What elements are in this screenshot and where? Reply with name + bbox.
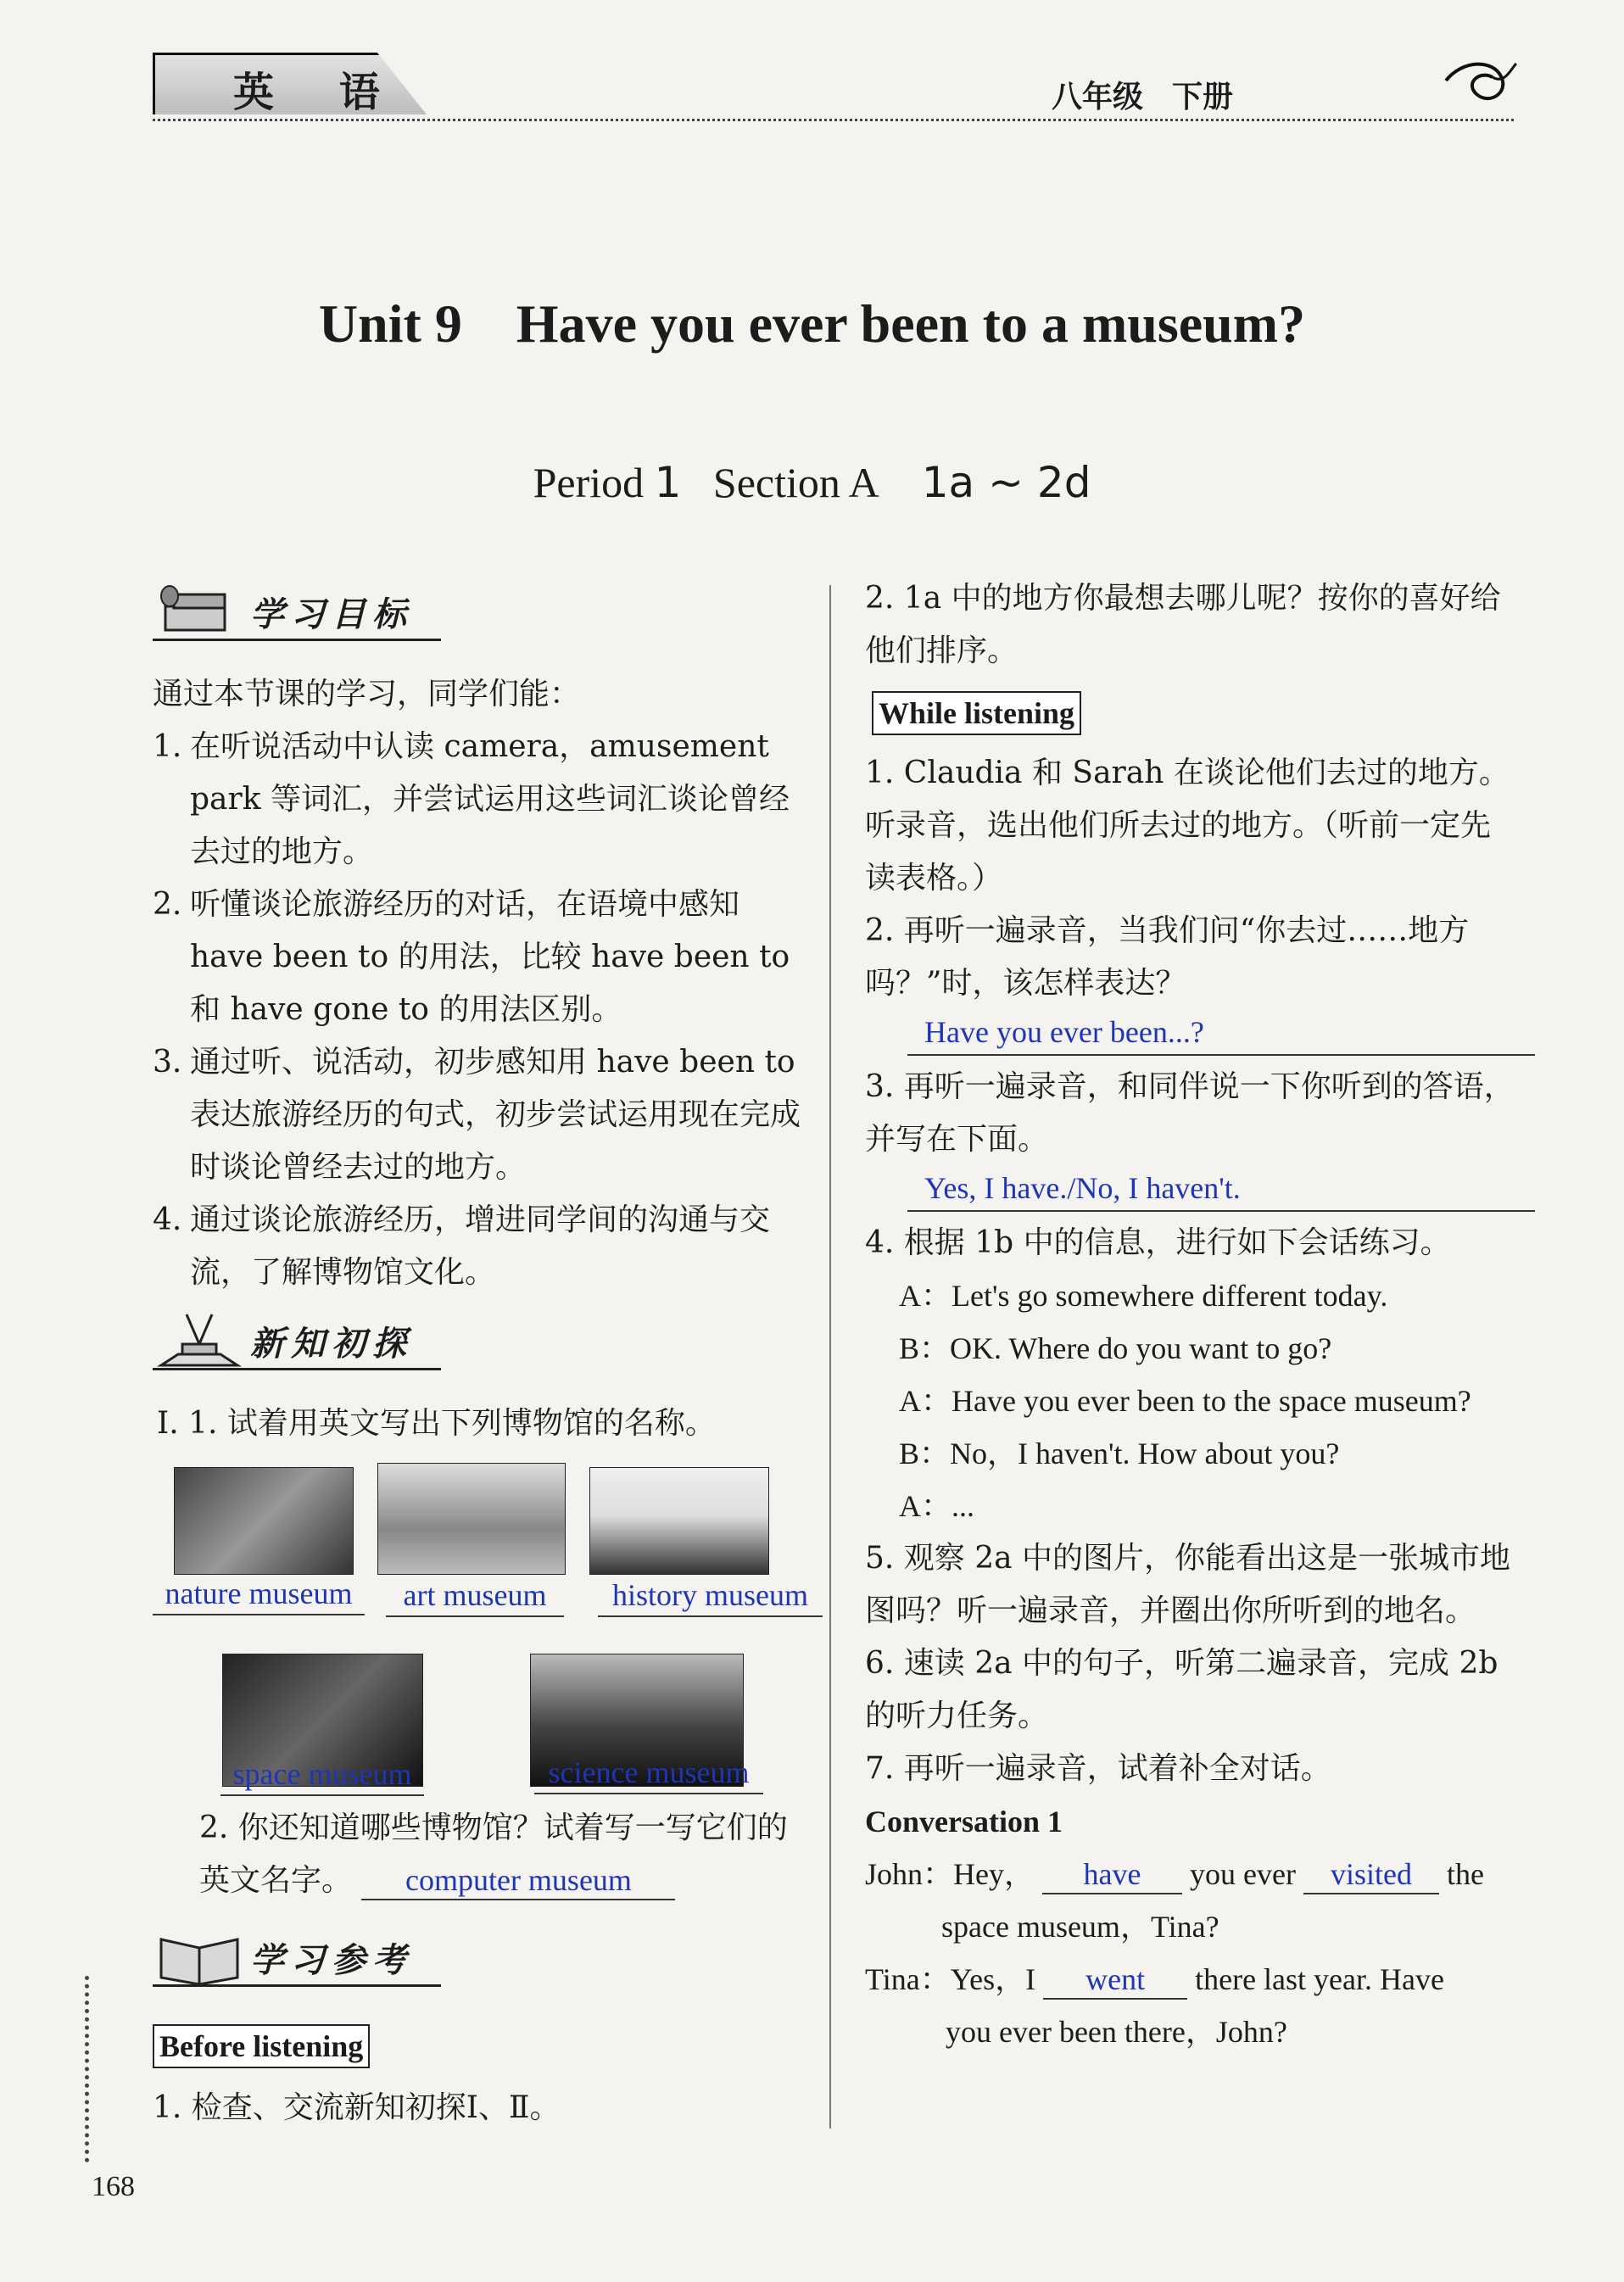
while-item-7: 7. 再听一遍录音，试着补全对话。 xyxy=(865,1751,1331,1786)
museum-answer-art: art museum xyxy=(386,1575,564,1617)
john-speaker: John： xyxy=(865,1857,954,1891)
right-column xyxy=(865,572,1518,2058)
explore-q2-text: 2. 你还知道哪些博物馆？试着写一写它们的英文名字。 xyxy=(199,1811,788,1898)
goal-item xyxy=(153,1194,806,1299)
museum-answer-history: history museum xyxy=(598,1575,823,1617)
goal-num: 2. xyxy=(153,887,182,922)
john-line-2: space museum，Tina? xyxy=(941,1910,1219,1944)
volume: 下册 xyxy=(1172,80,1234,114)
goals-heading-underline xyxy=(153,639,441,641)
while-item-5: 5. 观察 2a 中的图片，你能看出这是一张城市地图吗？听一遍录音，并圈出你所听到的地名。 xyxy=(865,1541,1511,1628)
goal-item xyxy=(153,879,806,1036)
dialog-line: A：Let's go somewhere different today. xyxy=(899,1279,1388,1313)
john-line xyxy=(865,1848,1518,1900)
blank-went: went xyxy=(1043,1961,1187,2000)
while-item-6: 6. 速读 2a 中的句子，听第二遍录音，完成 2b 的听力任务。 xyxy=(865,1646,1498,1733)
goals-intro: 通过本节课的学习，同学们能： xyxy=(153,677,581,711)
explore-heading xyxy=(153,1310,458,1370)
ref-heading xyxy=(153,1927,458,1986)
section-range: 1a ~ 2d xyxy=(921,458,1091,507)
goals-heading xyxy=(153,581,458,640)
goal-text: 听懂谈论旅游经历的对话，在语境中感知 have been to 的用法，比较 have been to 和 have gone to 的用法区别。 xyxy=(190,887,790,1027)
goal-num: 4. xyxy=(153,1202,182,1237)
dialog-line: B：OK. Where do you want to go? xyxy=(899,1331,1332,1365)
tina-line xyxy=(865,1953,1518,2006)
column-divider xyxy=(829,585,831,2129)
john-text-b: you ever xyxy=(1190,1857,1296,1891)
dialog-line: A：... xyxy=(899,1489,974,1523)
museum-answer-space: space museum xyxy=(220,1754,424,1796)
museum-answer-nature: nature museum xyxy=(153,1573,365,1615)
swirl-icon xyxy=(1442,55,1518,114)
dialog-line: B：No，I haven't. How about you? xyxy=(899,1437,1340,1470)
ref-heading-label: 学习参考 xyxy=(250,1941,413,1980)
tina-speaker: Tina： xyxy=(865,1962,951,1996)
before-listening-label xyxy=(153,2024,370,2068)
dinosaur-photo xyxy=(174,1467,354,1575)
trophy-icon xyxy=(153,1310,246,1370)
while-item-2: 2. 再听一遍录音，当我们问“你去过……地方吗？”时，该怎样表达？ xyxy=(865,913,1470,1001)
explore-q1: Ⅰ. 1. 试着用英文写出下列博物馆的名称。 xyxy=(157,1406,716,1441)
while-item-1: 1. Claudia 和 Sarah 在谈论他们去过的地方。听录音，选出他们所去过的地方。（听前一定先读表格。） xyxy=(865,756,1510,896)
blank-visited: visited xyxy=(1303,1855,1439,1894)
goal-num: 3. xyxy=(153,1045,182,1080)
conversation-title: Conversation 1 xyxy=(865,1805,1063,1838)
explore-heading-underline xyxy=(153,1368,441,1370)
header-divider xyxy=(153,119,1514,121)
period-number: 1 xyxy=(654,458,682,507)
tank-photo xyxy=(589,1467,769,1575)
tina-line-2: you ever been there，John? xyxy=(946,2015,1287,2049)
grade: 八年级 xyxy=(1052,80,1144,114)
grade-label xyxy=(1052,73,1262,116)
john-text-a: Hey， xyxy=(953,1857,1035,1891)
while-item-4: 4. 根据 1b 中的信息，进行如下会话练习。 xyxy=(865,1225,1451,1260)
explore-heading-label: 新知初探 xyxy=(250,1325,413,1364)
tina-text-a: Yes，I xyxy=(950,1962,1036,1996)
reference-book-icon xyxy=(153,1927,246,1986)
subject-label: 英 语 xyxy=(233,69,405,116)
explore-q2 xyxy=(199,1802,810,1907)
goal-item xyxy=(153,1036,806,1194)
dialog-line: A：Have you ever been to the space museum? xyxy=(899,1384,1471,1418)
while-listening-text: While listening xyxy=(872,691,1081,735)
explore-q2-answer: computer museum xyxy=(361,1861,675,1900)
period-prefix: Period xyxy=(533,459,645,506)
while-item-3-answer: Yes, I have./No, I haven't. xyxy=(907,1166,1535,1212)
while-listening-label xyxy=(872,688,1518,740)
while-item-2-answer: Have you ever been...? xyxy=(907,1010,1535,1056)
john-text-c: the xyxy=(1446,1857,1484,1891)
margin-dots xyxy=(85,1976,89,2162)
ref-heading-underline xyxy=(153,1984,441,1987)
unit-title: Unit 9 Have you ever been to a museum? xyxy=(318,293,1306,354)
blank-have: have xyxy=(1042,1855,1182,1894)
right-item-2: 2. 1a 中的地方你最想去哪儿呢？按你的喜好给他们排序。 xyxy=(865,581,1501,668)
goal-text: 通过听、说活动，初步感知用 have been to 表达旅游经历的句式，初步尝试运用现在完成时谈论曾经去过的地方。 xyxy=(190,1045,801,1185)
goal-text: 通过谈论旅游经历，增进同学间的沟通与交流，了解博物馆文化。 xyxy=(190,1202,771,1290)
page-number: 168 xyxy=(92,2171,135,2202)
goals-heading-label: 学习目标 xyxy=(250,595,413,634)
gallery-photo xyxy=(377,1463,566,1575)
tina-text-b: there last year. Have xyxy=(1195,1962,1444,1996)
while-item-3: 3. 再听一遍录音，和同伴说一下你听到的答语，并写在下面。 xyxy=(865,1069,1515,1157)
period-title xyxy=(0,458,1624,507)
section-label: Section A xyxy=(712,459,879,506)
goal-num: 1. xyxy=(153,729,182,764)
goal-text: 在听说活动中认读 camera，amusement park 等词汇，并尝试运用这些词汇谈论曾经去过的地方。 xyxy=(190,729,790,869)
before-listening-item: 1. 检查、交流新知初探Ⅰ、Ⅱ。 xyxy=(153,2090,561,2125)
museum-answer-science: science museum xyxy=(534,1752,763,1794)
books-icon xyxy=(153,581,246,640)
goal-item xyxy=(153,721,806,879)
before-listening-text: Before listening xyxy=(153,2024,370,2068)
goals-block xyxy=(153,668,806,1299)
